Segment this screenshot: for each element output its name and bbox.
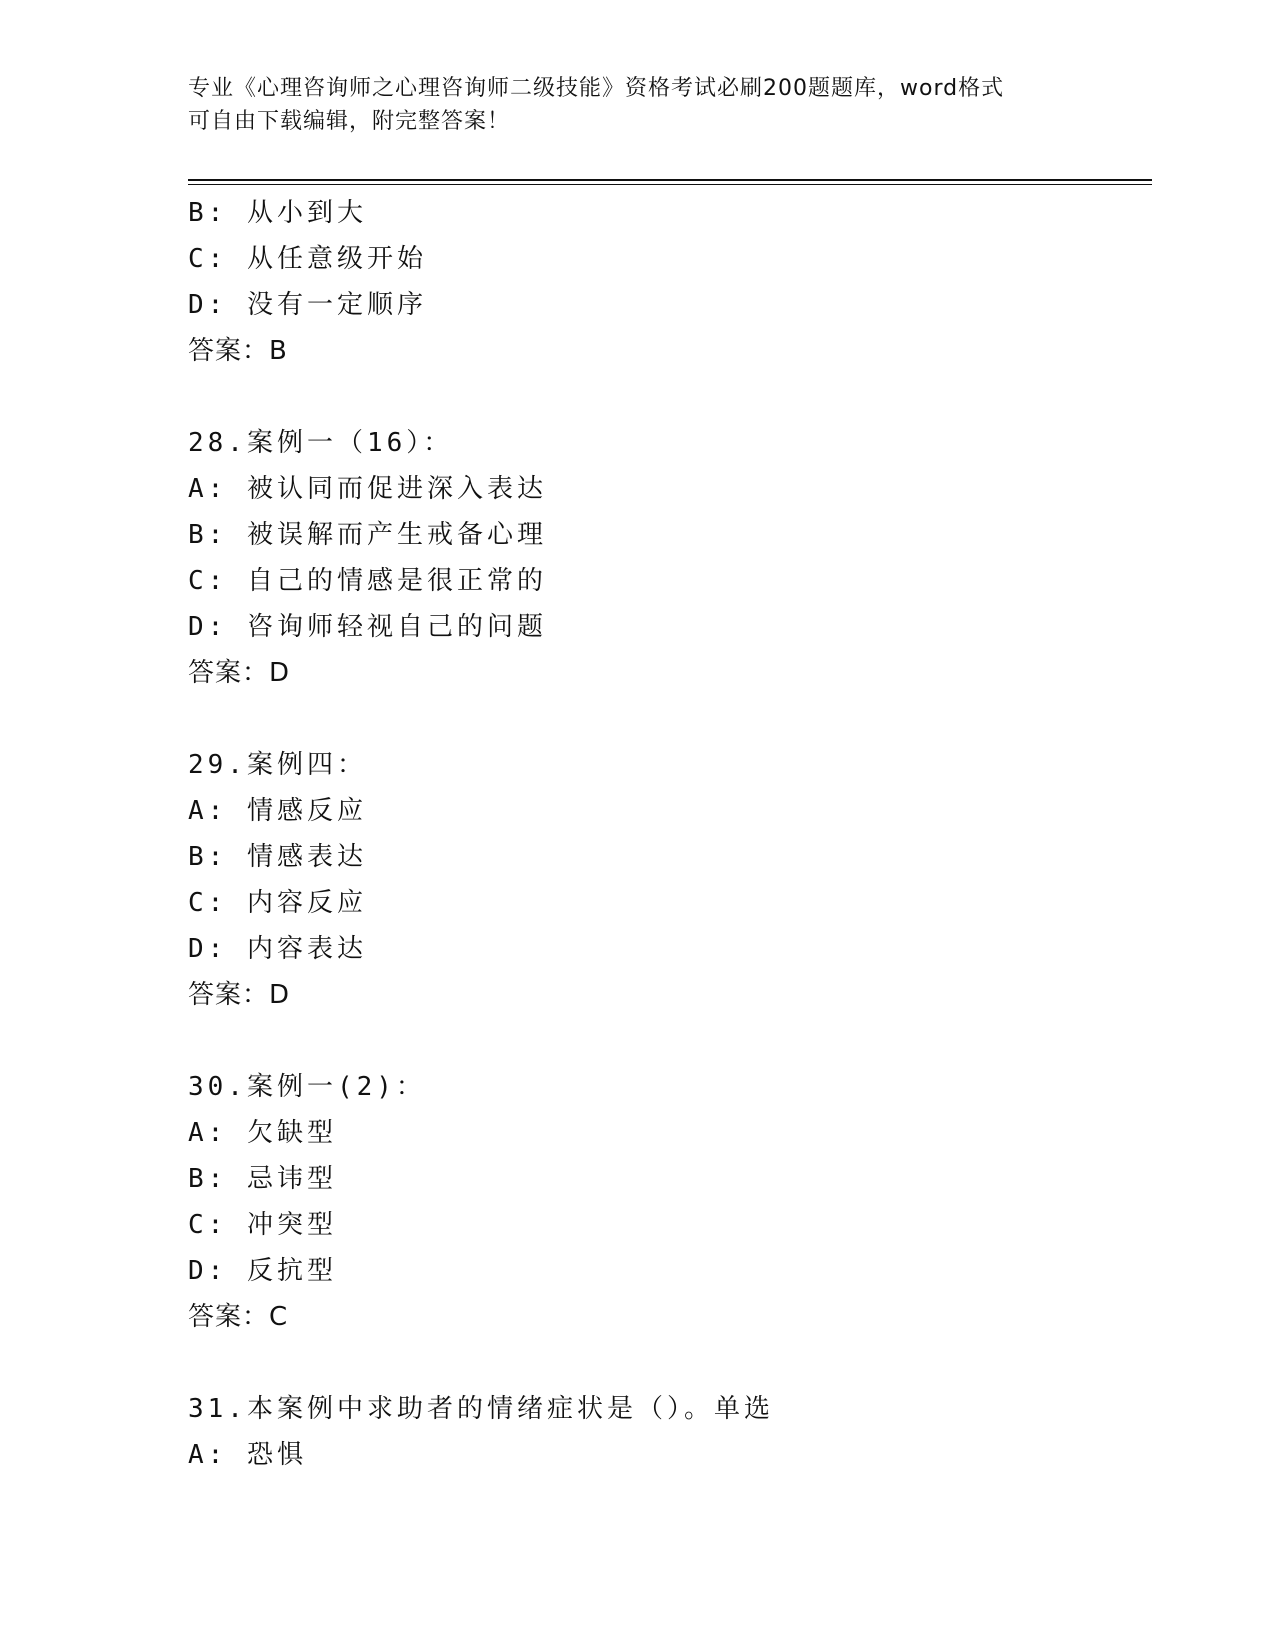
option-a: A: 欠缺型 [188, 1118, 337, 1148]
question-spacer [188, 696, 1152, 742]
header-rule-thick [188, 179, 1152, 181]
question-28 [188, 420, 1152, 696]
question-spacer [188, 1018, 1152, 1064]
option-a: A: 情感反应 [188, 796, 367, 826]
answer-line: 答案：D [188, 980, 291, 1010]
option-a: A: 被认同而促进深入表达 [188, 474, 547, 504]
question-29 [188, 742, 1152, 1018]
question-27 [188, 190, 1152, 374]
question-spacer [188, 1340, 1152, 1386]
option-a: A: 恐惧 [188, 1440, 307, 1470]
question-stem: 31.本案例中求助者的情绪症状是（）。单选 [188, 1394, 774, 1424]
option-b: B: 情感表达 [188, 842, 367, 872]
option-d: D: 内容表达 [188, 934, 367, 964]
answer-line: 答案：C [188, 1302, 289, 1332]
option-c: C: 自己的情感是很正常的 [188, 566, 547, 596]
option-d: D: 没有一定顺序 [188, 290, 427, 320]
option-c: C: 内容反应 [188, 888, 367, 918]
option-b: B: 忌讳型 [188, 1164, 337, 1194]
option-c: C: 从任意级开始 [188, 244, 427, 274]
option-b: B: 被误解而产生戒备心理 [188, 520, 547, 550]
answer-line: 答案：B [188, 336, 288, 366]
header-rule-thin [188, 184, 1152, 185]
answer-line: 答案：D [188, 658, 291, 688]
option-d: D: 反抗型 [188, 1256, 337, 1286]
option-b: B: 从小到大 [188, 198, 367, 228]
question-stem: 29.案例四： [188, 750, 367, 780]
option-c: C: 冲突型 [188, 1210, 337, 1240]
question-list [188, 190, 1152, 1478]
option-d: D: 咨询师轻视自己的问题 [188, 612, 547, 642]
question-spacer [188, 374, 1152, 420]
question-stem: 28.案例一（16）： [188, 428, 454, 458]
question-31 [188, 1386, 1152, 1478]
document-header [188, 72, 1088, 138]
header-line-2: 可自由下载编辑，附完整答案！ [188, 109, 511, 134]
question-stem: 30.案例一(2)： [188, 1072, 426, 1102]
question-30 [188, 1064, 1152, 1340]
header-line-1: 专业《心理咨询师之心理咨询师二级技能》资格考试必刷200题题库，word格式 [188, 76, 1005, 101]
